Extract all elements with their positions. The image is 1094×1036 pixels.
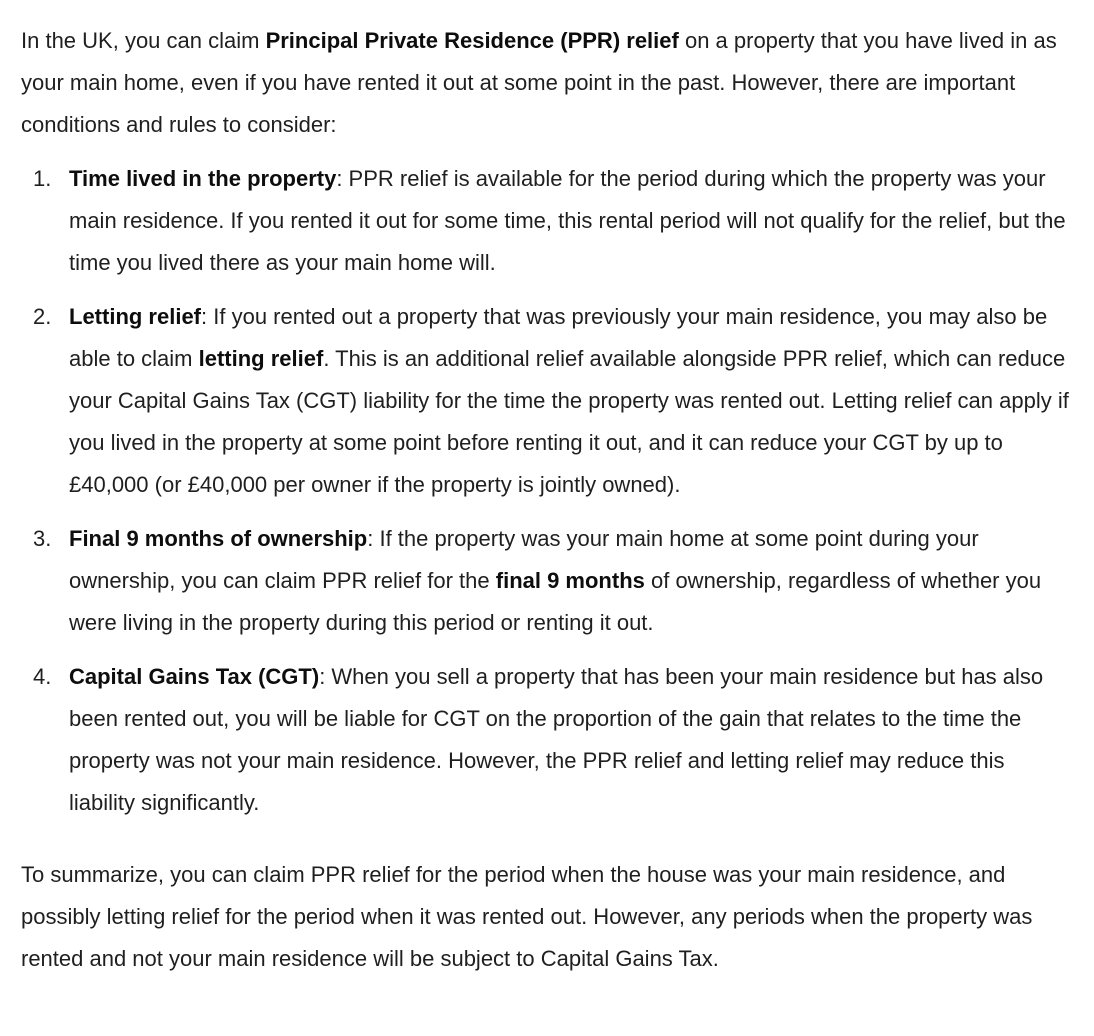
list-item-text: : If the property was your main home at some point during your ownership, you can claim PPR relief for the xyxy=(69,526,979,593)
list-item-title: Final 9 months of ownership xyxy=(69,526,368,551)
list-item-text: of ownership, regardless of whether you were living in the property during this period or renting it out. xyxy=(69,568,1042,635)
list-item-text: : When you sell a property that has been your main residence but has also been rented out, you will be liable for CGT on the proportion of the gain that relates to the time the property was not your main residence. However, the PPR relief and letting relief may reduce this liability significantly. xyxy=(69,664,1044,815)
list-item-number: 1. xyxy=(33,166,52,191)
intro-paragraph xyxy=(21,20,1070,146)
list-item-text: : PPR relief is available for the period during which the property was your main residence. If you rented it out for some time, this rental period will not qualify for the relief, but the time you lived there as your main home will. xyxy=(69,166,1066,275)
list-item-text: : If you rented out a property that was previously your main residence, you may also be able to claim xyxy=(69,304,1048,371)
summary-paragraph: To summarize, you can claim PPR relief for the period when the house was your main residence, and possibly letting relief for the period when it was rented out. However, any periods when the property was rented and not your main residence will be subject to Capital Gains Tax. xyxy=(21,862,1033,971)
list-item xyxy=(21,656,1070,824)
intro-text-pre: In the UK, you can claim xyxy=(21,28,266,53)
list-item-title: Time lived in the property xyxy=(69,166,337,191)
list-item xyxy=(21,158,1070,284)
list-item-title: Letting relief xyxy=(69,304,202,329)
list-item xyxy=(21,296,1070,506)
conditions-list xyxy=(21,158,1070,824)
list-item xyxy=(21,518,1070,644)
list-item-number: 2. xyxy=(33,304,52,329)
intro-bold-term: Principal Private Residence (PPR) relief xyxy=(265,28,679,53)
list-item-bold-term: letting relief xyxy=(198,346,324,371)
list-item-title: Capital Gains Tax (CGT) xyxy=(69,664,320,689)
list-item-number: 3. xyxy=(33,526,52,551)
list-item-bold-term: final 9 months xyxy=(495,568,645,593)
list-item-number: 4. xyxy=(33,664,52,689)
intro-text-post: on a property that you have lived in as your main home, even if you have rented it out at some point in the past. However, there are important conditions and rules to consider: xyxy=(21,28,1057,137)
list-item-text: . This is an additional relief available alongside PPR relief, which can reduce your Capital Gains Tax (CGT) liability for the time the property was rented out. Letting relief can apply if you lived in the property at some point before renting it out, and it can reduce your CGT by up to £40,000 (or £40,000 per owner if the property is jointly owned). xyxy=(69,346,1069,497)
